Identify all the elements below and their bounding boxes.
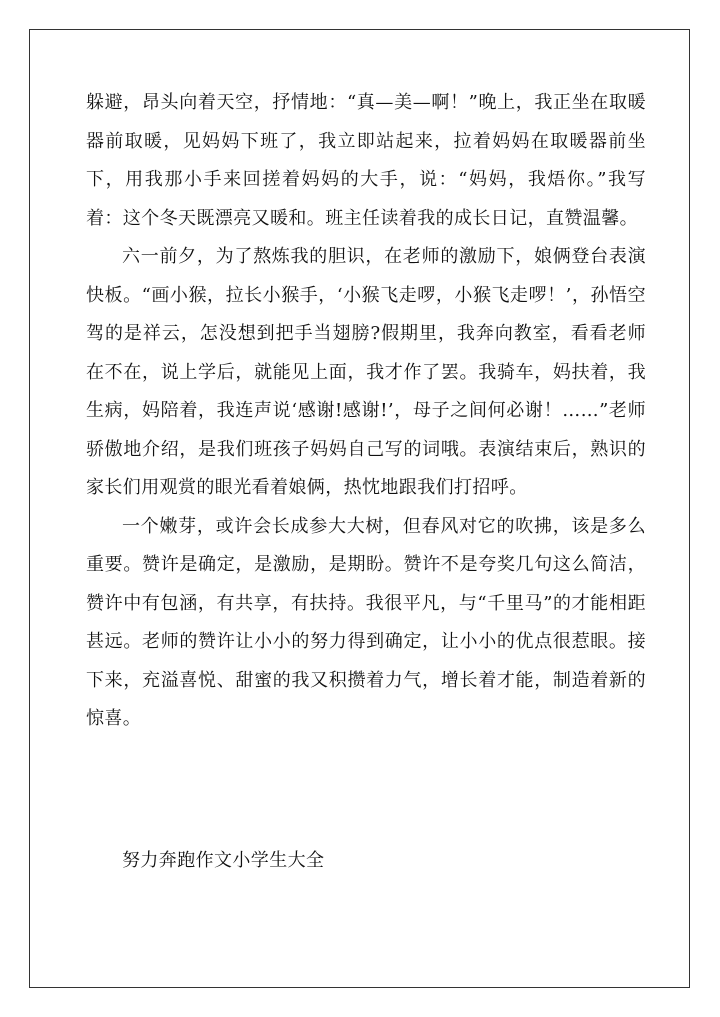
document-body	[86, 84, 646, 739]
paragraph-3: 一个嫩芽，或许会长成参大大树，但春风对它的吹拂，该是多么重要。赞许是确定，是激励，是期盼。赞许不是夸奖几句这么简洁，赞许中有包涵，有共享，有扶持。我很平凡，与“千里马”的才能相距甚远。老师的赞许让小小的努力得到确定，让小小的优点很惹眼。接下来，充溢喜悦、甜蜜的我又积攒着力气，增长着才能，制造着新的惊喜。	[86, 515, 646, 729]
section-heading: 努力奔跑作文小学生大全	[122, 850, 325, 871]
paragraph-1: 躲避，昂头向着天空，抒情地：“真—美—啊！”晚上，我正坐在取暖器前取暖，见妈妈下班了，我立即站起来，拉着妈妈在取暖器前坐下，用我那小手来回搓着妈妈的大手，说：“妈妈，我焐你。”我写着：这个冬天既漂亮又暖和。班主任读着我的成长日记，直赞温馨。	[86, 92, 646, 229]
paragraph-2: 六一前夕，为了熬炼我的胆识，在老师的激励下，娘俩登台表演快板。“画小猴，拉长小猴手，‘小猴飞走啰，小猴飞走啰！’，孙悟空驾的是祥云，怎没想到把手当翅膀?假期里，我奔向教室，看看老师在不在，说上学后，就能见上面，我才作了罢。我骑车，妈扶着，我生病，妈陪着，我连声说‘感谢!感谢!’，母子之间何必谢！……”老师骄傲地介绍，是我们班孩子妈妈自己写的词哦。表演结束后，熟识的家长们用观赏的眼光看着娘俩，热忱地跟我们打招呼。	[86, 246, 646, 498]
